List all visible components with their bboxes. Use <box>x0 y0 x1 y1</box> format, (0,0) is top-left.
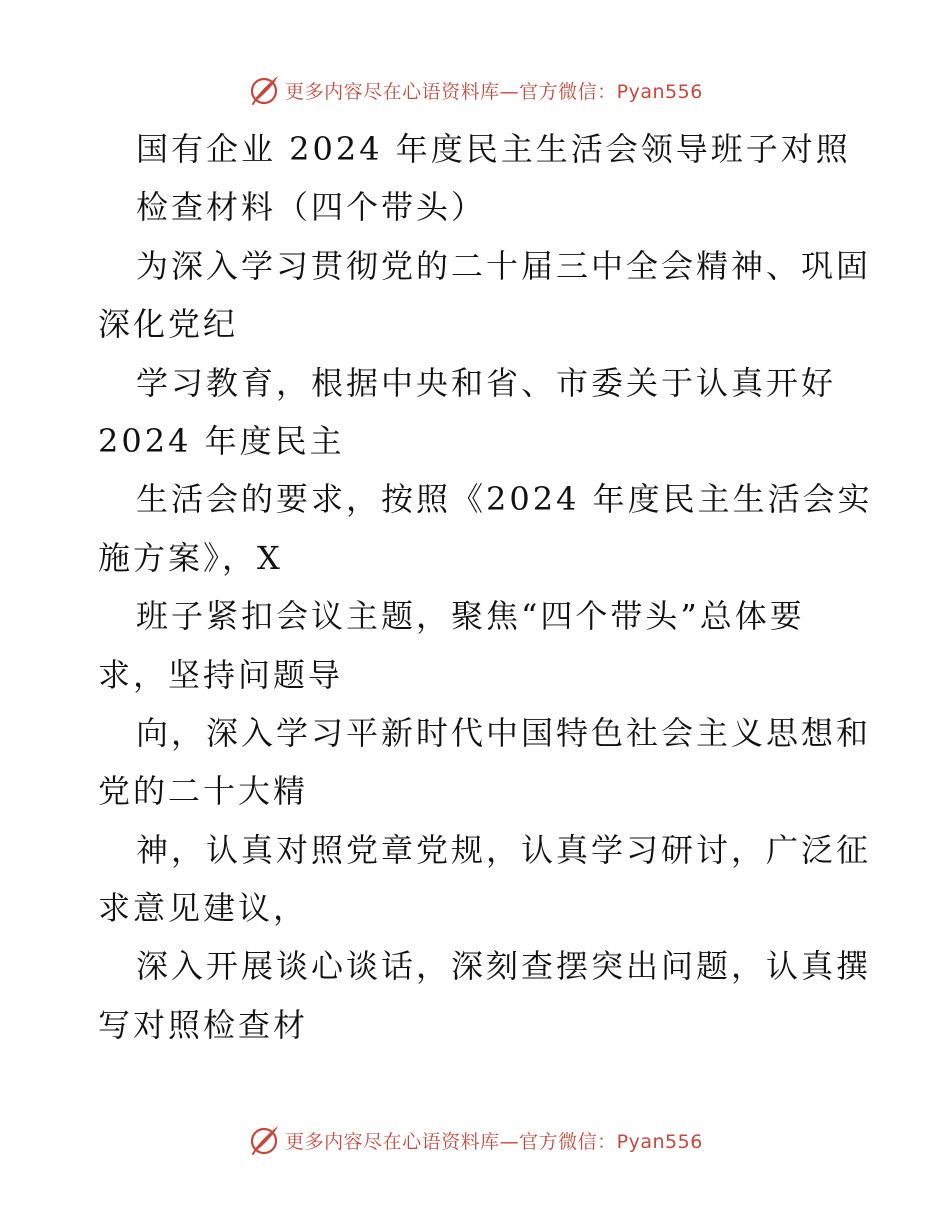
paragraph-line: 班子紧扣会议主题，聚焦“四个带头”总体要 <box>136 597 805 636</box>
paragraph-line: 深化党纪 <box>98 305 239 344</box>
paragraph-line: 神，认真对照党章党规，认真学习研讨，广泛征 <box>136 830 872 869</box>
watermark-text: 更多内容尽在心语资料库—官方微信：Pyan556 <box>285 80 703 103</box>
paragraph-line: 学习教育，根据中央和省、市委关于认真开好 <box>136 363 837 402</box>
document-title-line-1: 国有企业 2024 年度民主生活会领导班子对照 <box>136 130 851 168</box>
paragraph-line: 写对照检查材 <box>98 1005 309 1044</box>
document-title-line-2: 检查材料（四个带头） <box>136 188 487 227</box>
paragraph-line: 为深入学习贯彻党的二十届三中全会精神、巩固 <box>136 246 872 285</box>
watermark-text: 更多内容尽在心语资料库—官方微信：Pyan556 <box>285 1130 703 1153</box>
paragraph-line: 求意见建议， <box>98 889 309 928</box>
paragraph-line: 施方案》，X <box>98 538 283 577</box>
paragraph-line: 向，深入学习平新时代中国特色社会主义思想和 <box>136 713 872 752</box>
watermark-header <box>0 70 950 110</box>
paragraph-line: 2024 年度民主 <box>98 421 345 460</box>
paragraph-line: 深入开展谈心谈话，深刻查摆突出问题，认真撰 <box>136 947 872 986</box>
paragraph-line: 党的二十大精 <box>98 772 309 811</box>
paragraph-line: 求，坚持问题导 <box>98 655 344 694</box>
quill-pen-logo-icon <box>247 73 281 107</box>
document-body <box>98 120 873 1054</box>
watermark-footer <box>0 1120 950 1160</box>
quill-pen-logo-icon <box>247 1123 281 1157</box>
paragraph-line: 生活会的要求，按照《2024 年度民主生活会实 <box>136 480 873 519</box>
